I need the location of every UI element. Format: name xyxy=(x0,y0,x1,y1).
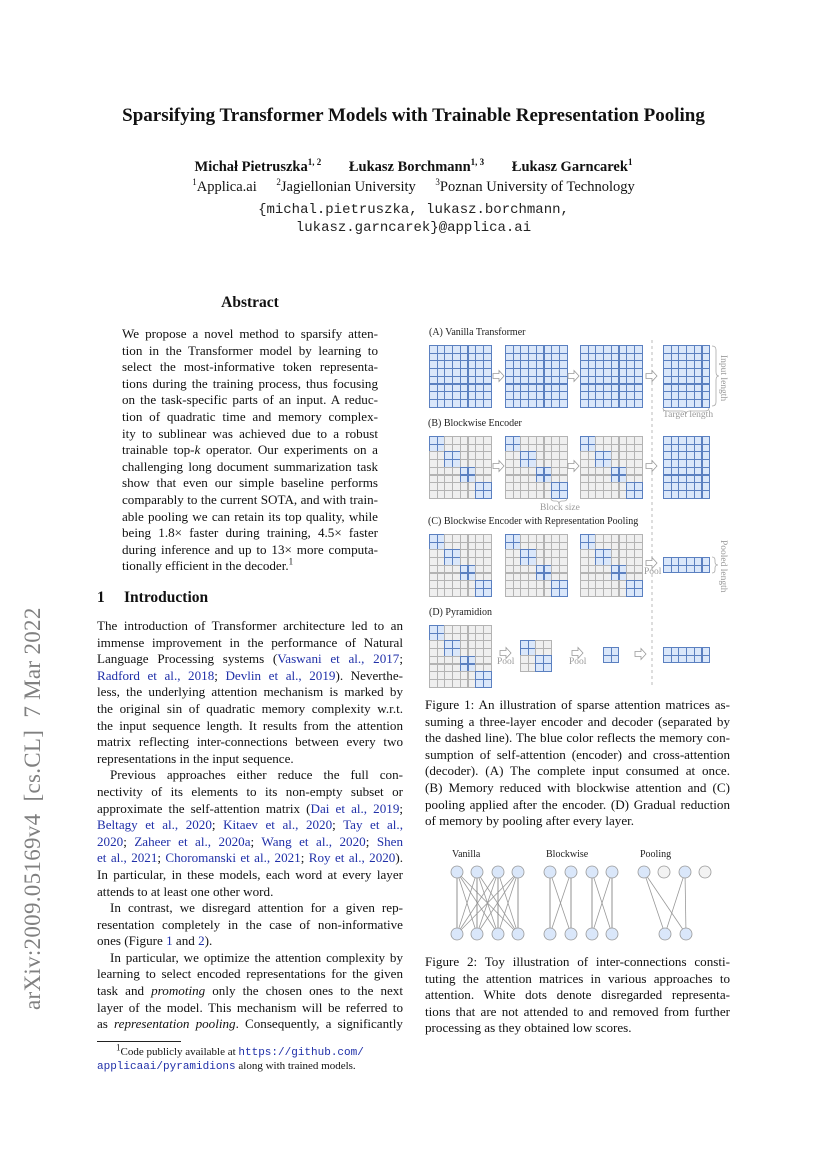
pool-label: Pool xyxy=(497,657,515,667)
representation-node xyxy=(565,928,577,940)
text-line: able pooling we can retain its top quality, while xyxy=(122,508,378,524)
text-line: (B) Memory reduced with blockwise attention and (C) xyxy=(425,779,730,795)
text-segment: only the chosen ones to the next xyxy=(205,983,403,999)
representation-node xyxy=(638,866,650,878)
text-line: attends to at least one other word. xyxy=(97,883,274,899)
citation-link[interactable]: Dai et al., 2019 xyxy=(310,800,400,816)
text-segment: and xyxy=(172,933,199,949)
affiliation-name: Jagiellonian University xyxy=(280,179,416,195)
attention-edge xyxy=(685,872,686,934)
text-segment: ; xyxy=(399,651,403,667)
citation-link[interactable]: 2020 xyxy=(97,833,124,849)
text-line: representations in the input sequence. xyxy=(97,750,294,766)
author-affiliation-mark: 1 xyxy=(627,157,633,168)
text-segment: ; xyxy=(250,833,262,849)
block-size-label: Block size xyxy=(540,503,580,513)
emphasis-text: promoting xyxy=(151,983,206,999)
representation-node xyxy=(492,928,504,940)
text-line: Figure 1: An illustration of sparse attention matrices as- xyxy=(425,697,730,712)
attention-edge xyxy=(644,872,686,934)
pool-label: Pool xyxy=(569,657,587,667)
text-line: ity to sublinear was achieved due to a robust xyxy=(122,425,378,441)
text-segment: as xyxy=(97,1016,115,1032)
representation-node xyxy=(512,866,524,878)
author-name: Łukasz Borchmann xyxy=(348,159,471,175)
representation-node xyxy=(565,866,577,878)
text-line: In particular, in these models, each word at every layer xyxy=(97,866,403,882)
affiliation-mark: 1 xyxy=(192,177,197,188)
abstract-heading: Abstract xyxy=(221,294,279,311)
paper-title: Sparsifying Transformer Models with Trainable Representation Pooling xyxy=(122,105,705,126)
attention-edge xyxy=(665,872,685,934)
text-line: the original sin of quadratic memory complexity w.r.t. xyxy=(97,700,403,716)
affiliation-name: Poznan University of Technology xyxy=(439,179,635,195)
citation-link[interactable]: 1 xyxy=(166,933,173,949)
citation-link[interactable]: Zaheer et al., 2020a xyxy=(134,833,251,849)
citation-link[interactable]: et al., 2021 xyxy=(97,850,158,866)
citation-link[interactable]: Choromanski et al., 2021 xyxy=(165,850,301,866)
author-emails-line-1: {michal.pietruszka, lukasz.borchmann, xyxy=(258,202,569,218)
citation-link[interactable]: Tay et al., xyxy=(343,817,403,833)
representation-node xyxy=(451,866,463,878)
text-line: tions that are not attended to and removed from further xyxy=(425,1003,730,1019)
text-line: of memory by pooling after every layer. xyxy=(425,813,635,829)
text-line: resentation completely in the case of non-informative xyxy=(97,916,403,932)
text-line: (decoder). (A) The complete input consumed at once. xyxy=(425,763,730,779)
text-line: In contrast, we disregard attention for a given rep- xyxy=(110,900,403,916)
text-line: The introduction of Transformer architecture led to an xyxy=(97,618,403,633)
text-line: immense improvement in the performance of Natural xyxy=(97,634,403,650)
representation-node xyxy=(586,928,598,940)
citation-link[interactable]: Shen xyxy=(376,833,404,849)
section-number: 1 xyxy=(97,589,105,606)
text-segment: ; xyxy=(300,850,309,866)
text-line: nectivity of its elements to its non-empty subset or xyxy=(97,783,403,799)
footnote-url-link[interactable]: https://github.com/ xyxy=(238,1047,364,1059)
representation-node xyxy=(471,866,483,878)
text-segment: ; xyxy=(211,817,224,833)
text-line: on the task-specific parts of an input. A reduc- xyxy=(122,392,378,408)
text-line: We propose a novel method to sparsify atten- xyxy=(122,326,378,341)
text-segment: Language Processing systems ( xyxy=(97,651,278,667)
text-line: pooling applied after the encoder. (D) Gradual reduction xyxy=(425,796,730,812)
attention-edge xyxy=(644,872,665,934)
text-segment: tionally efficient in the decoder. xyxy=(122,558,289,574)
text-segment: ). Neverthe- xyxy=(335,667,403,683)
text-line: show that even our simple baseline performs xyxy=(122,475,378,491)
representation-node xyxy=(679,866,691,878)
text-segment: . Consequently, a significantly xyxy=(235,1016,403,1032)
text-line: during inference and up to 13× more computa- xyxy=(122,541,378,557)
text-line: suming a three-layer encoder and decoder (separated by xyxy=(425,713,730,729)
citation-link[interactable]: Beltagy et al., 2020 xyxy=(97,817,212,833)
text-line: comparably to the current SOTA, and with train- xyxy=(122,491,378,507)
representation-node xyxy=(606,928,618,940)
affiliation-mark: 3 xyxy=(435,177,440,188)
author-affiliation-mark: 1, 2 xyxy=(307,157,322,168)
text-line: processing as they obtained low scores. xyxy=(425,1020,632,1036)
citation-link[interactable]: Wang et al., 2020 xyxy=(261,833,366,849)
representation-node xyxy=(659,928,671,940)
text-segment: task and xyxy=(97,983,152,999)
text-line: being 1.8× faster during training, 4.5× faster xyxy=(122,525,378,541)
text-line: tion in the Transformer model by learning to xyxy=(122,342,378,358)
author-name: Michał Pietruszka xyxy=(194,159,308,175)
affiliation-name: Applica.ai xyxy=(196,179,257,195)
emphasis-text: representation pooling xyxy=(114,1016,236,1032)
panel-label-b: (B) Blockwise Encoder xyxy=(428,418,522,429)
text-line: select the most-informative token representa- xyxy=(122,359,378,375)
text-line: tuting the attention matrices in various approaches to xyxy=(425,970,730,986)
text-line: the input sequence length. It results from the attention xyxy=(97,717,403,733)
citation-link[interactable]: Kitaev et al., 2020 xyxy=(223,817,333,833)
text-segment: ; xyxy=(214,667,226,683)
text-segment: ). xyxy=(395,850,403,866)
panel-label-a: (A) Vanilla Transformer xyxy=(429,327,526,338)
representation-node xyxy=(451,928,463,940)
text-line: learning to select encoded representations for the given xyxy=(97,966,403,982)
representation-node xyxy=(471,928,483,940)
emphasis-text: k xyxy=(194,442,201,458)
panel-label-c: (C) Blockwise Encoder with Representation Pooling xyxy=(428,516,639,527)
footnote-text: along with trained models. xyxy=(235,1060,356,1072)
arxiv-identifier: arXiv:2009.05169v4 [cs.CL] 7 Mar 2022 xyxy=(20,607,45,1010)
representation-node xyxy=(606,866,618,878)
target-length-label: Target length xyxy=(663,410,714,420)
representation-node xyxy=(512,928,524,940)
citation-link[interactable]: 2 xyxy=(198,933,205,949)
citation-link[interactable]: Vaswani et al., 2017 xyxy=(277,651,400,667)
diagram-label-blockwise: Blockwise xyxy=(546,849,589,860)
author-affiliation-mark: 1, 3 xyxy=(470,157,485,168)
text-segment: ). xyxy=(204,933,213,949)
text-line: sumption of self-attention (encoder) and cross-attention xyxy=(425,746,730,762)
figure-2-caption xyxy=(425,954,730,1037)
author-name: Łukasz Garncarek xyxy=(511,159,628,175)
text-line: layer of the model. This mechanism will be referred to xyxy=(97,999,403,1015)
representation-node xyxy=(586,866,598,878)
pooled-length-label: Pooled length xyxy=(718,540,728,593)
footnote-mark: 1 xyxy=(116,1042,121,1053)
disregarded-representation-node xyxy=(699,866,711,878)
text-line: In particular, we optimize the attention complexity by xyxy=(110,949,403,965)
section-title: Introduction xyxy=(124,589,209,606)
text-segment: ones (Figure xyxy=(97,933,167,949)
text-line: tions during the training process, thus focusing xyxy=(122,375,378,391)
representation-node xyxy=(680,928,692,940)
text-segment: ; xyxy=(157,850,166,866)
footnote-mark-link[interactable]: 1 xyxy=(288,556,294,567)
citation-link[interactable]: Radford et al., 2018 xyxy=(97,667,215,683)
citation-link[interactable]: Devlin et al., 2019 xyxy=(225,667,336,683)
text-segment: operator. Our experiments on a xyxy=(200,442,378,458)
affiliation-mark: 2 xyxy=(276,177,281,188)
pool-label: Pool xyxy=(644,567,662,577)
representation-node xyxy=(492,866,504,878)
text-segment: ; xyxy=(332,817,344,833)
footnote-text: Code publicly available at xyxy=(120,1046,239,1058)
text-segment: ; xyxy=(399,800,404,816)
text-line: matrix reflecting inter-connections between every two xyxy=(97,734,403,750)
representation-node xyxy=(544,928,556,940)
text-line: attention. White dots denote disregarded representa- xyxy=(425,987,730,1003)
author-emails-line-2: lukasz.garncarek}@applica.ai xyxy=(295,220,532,236)
diagram-label-pooling: Pooling xyxy=(640,849,672,860)
text-segment: ; xyxy=(365,833,377,849)
text-line: Figure 2: Toy illustration of inter-connections consti- xyxy=(425,954,730,969)
panel-label-d: (D) Pyramidion xyxy=(429,607,493,618)
text-line: the dashed line). The blue color reflects the memory con- xyxy=(425,730,730,746)
input-length-label: Input length xyxy=(718,355,728,402)
text-segment: trainable top- xyxy=(122,442,195,458)
representation-node xyxy=(544,866,556,878)
footnote-url-link[interactable]: applicaai/pyramidions xyxy=(97,1061,236,1073)
text-line: less, the underlying attention mechanism is marked by xyxy=(97,684,403,700)
text-line: Previous approaches either reduce the full con- xyxy=(110,767,403,783)
text-line: challenging long document summarization task xyxy=(122,458,378,474)
text-line: tion of quadratic time and memory complex- xyxy=(122,408,378,424)
text-segment: ; xyxy=(123,833,135,849)
text-segment: approximate the self-attention matrix ( xyxy=(97,800,311,816)
diagram-label-vanilla: Vanilla xyxy=(452,849,481,860)
citation-link[interactable]: Roy et al., 2020 xyxy=(308,850,396,866)
disregarded-representation-node xyxy=(658,866,670,878)
